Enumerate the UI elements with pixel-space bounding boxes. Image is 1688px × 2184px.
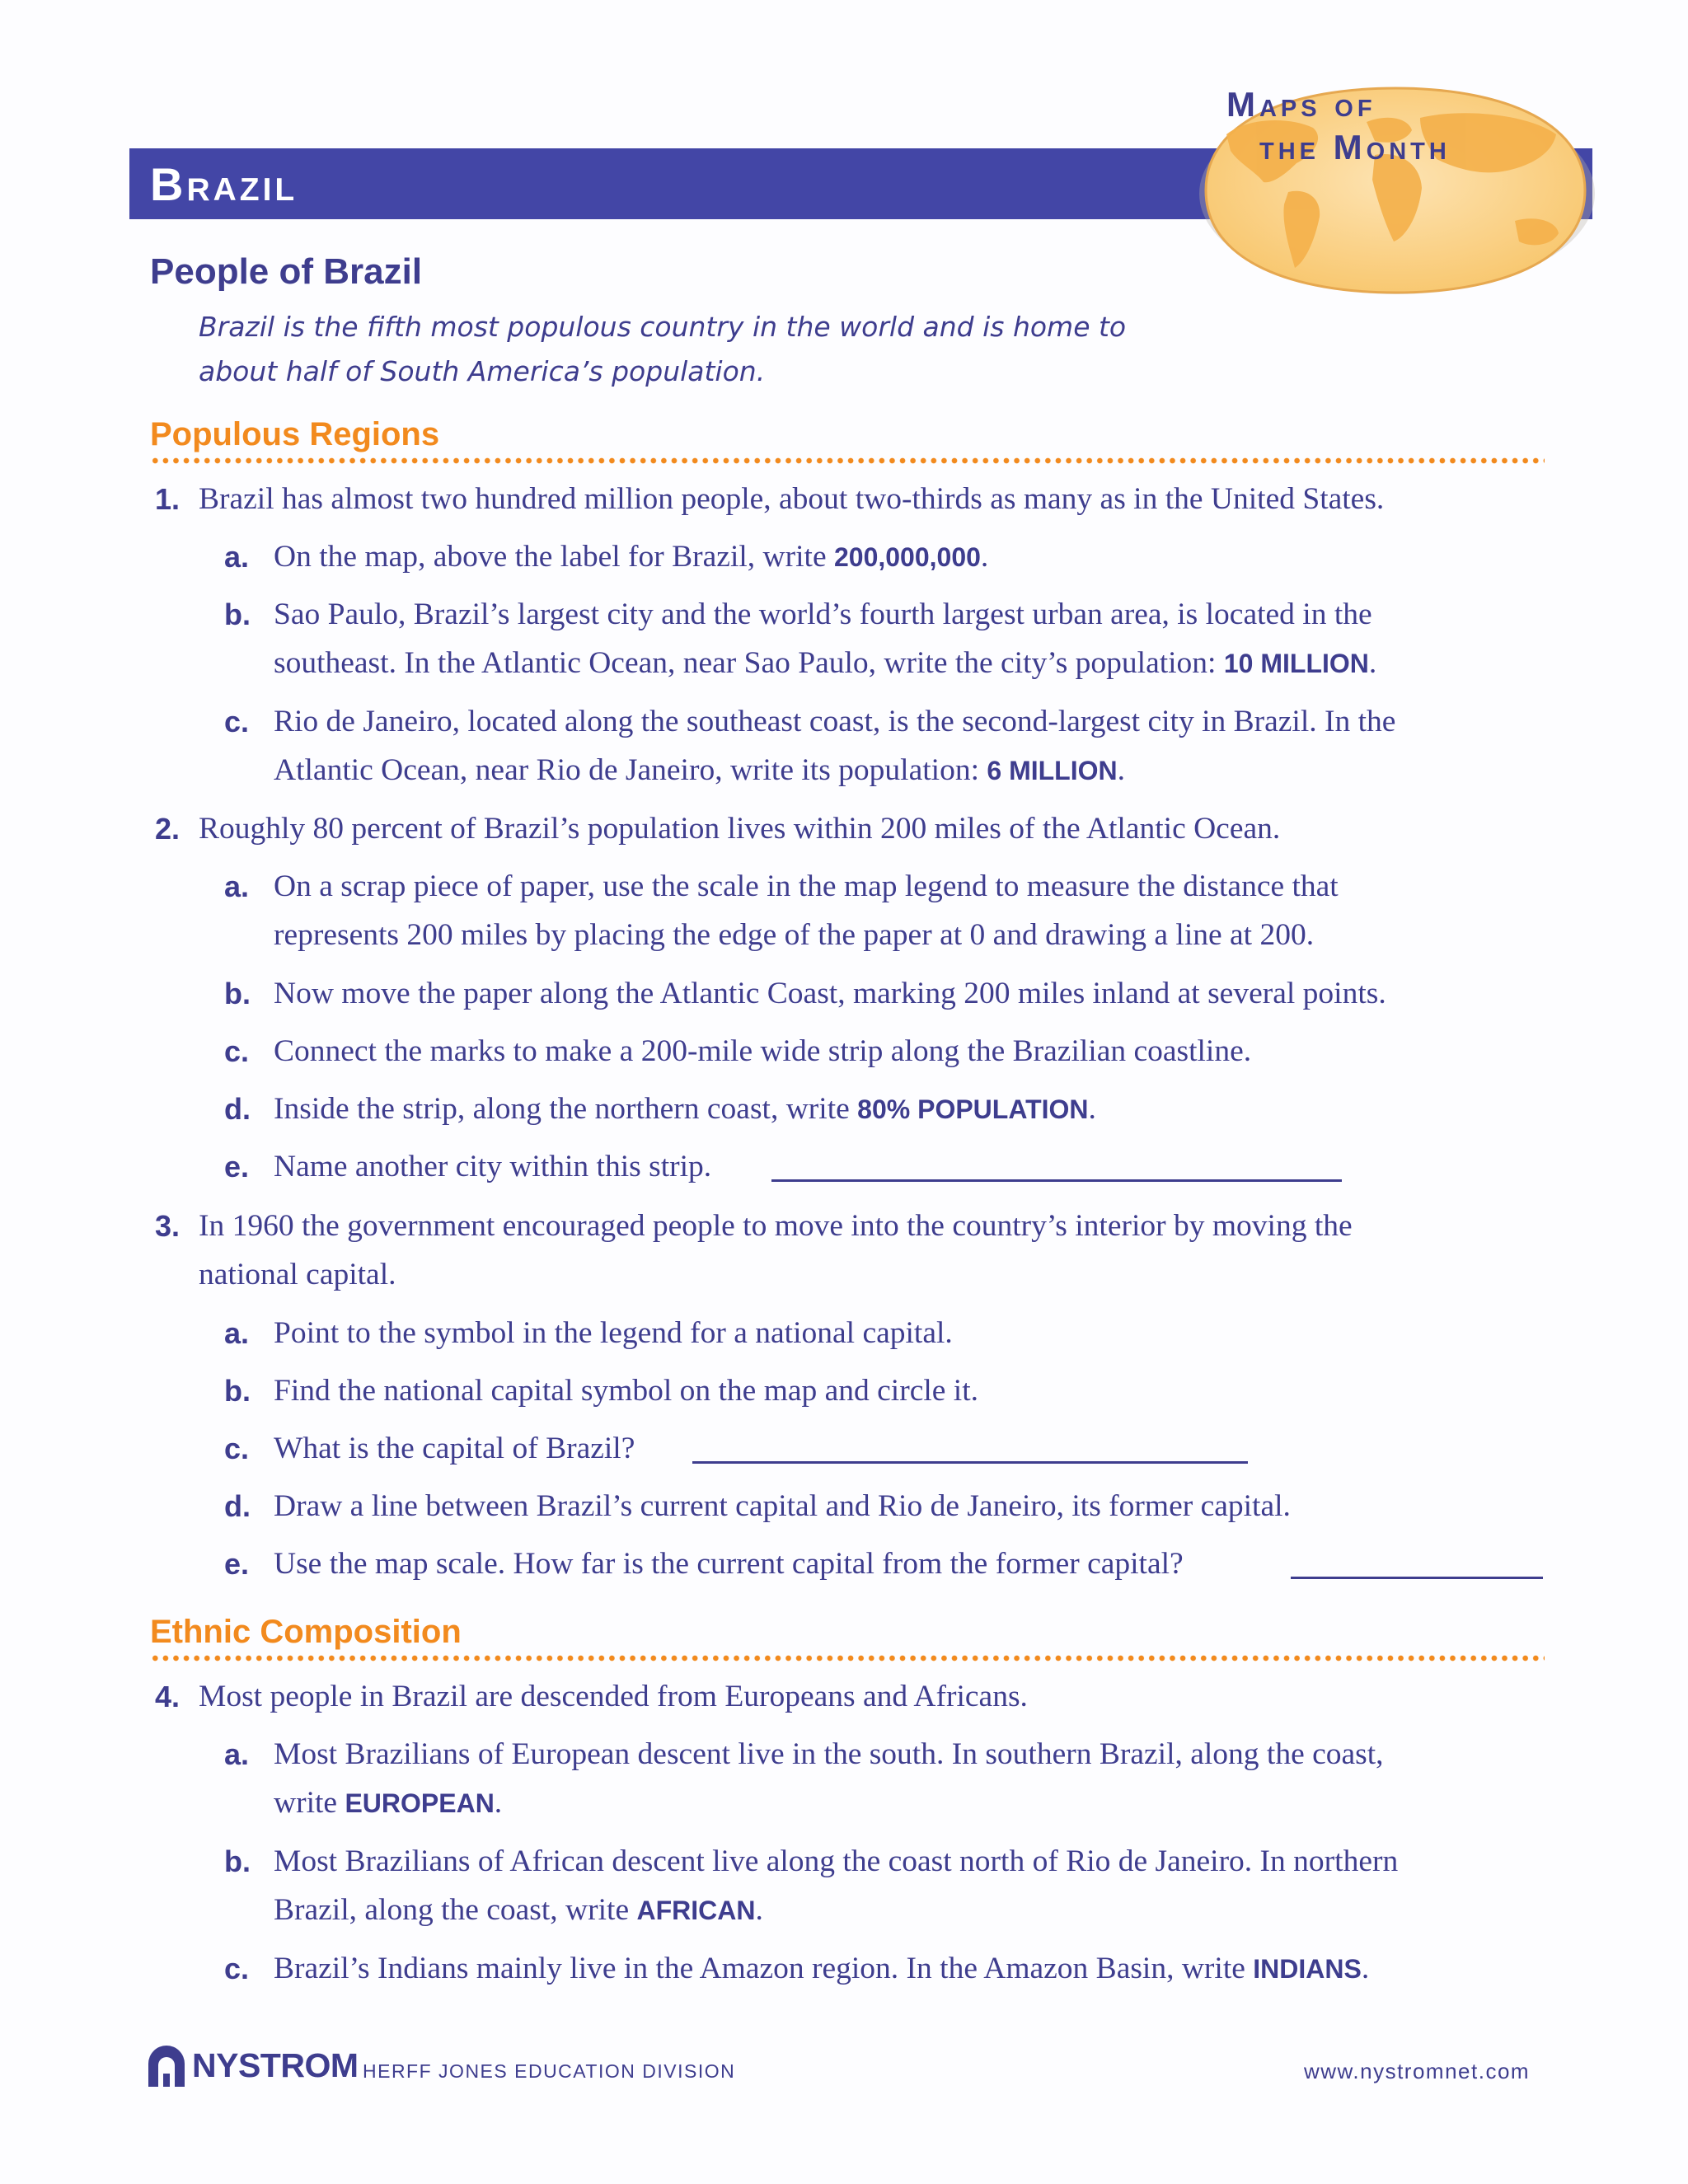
item-text: Connect the marks to make a 200-mile wide strip along the Brazilian coastline. (274, 1034, 1252, 1068)
question-text: In 1960 the government encouraged people to move into the country’s interior by moving the (199, 1209, 1353, 1243)
item-letter: d. (224, 1489, 251, 1523)
question-number: 3. (155, 1209, 181, 1243)
item-text: On a scrap piece of paper, use the scale in the map legend to measure the distance that (274, 869, 1339, 903)
answer-text: 10 MILLION (1223, 649, 1369, 678)
item-letter: d. (224, 1092, 251, 1126)
answer-text: 200,000,000 (833, 542, 981, 572)
question-number: 4. (155, 1680, 181, 1713)
footer-brand: NYSTROM (192, 2046, 359, 2084)
item-text: Now move the paper along the Atlantic Coast, marking 200 miles inland at several points. (274, 977, 1386, 1010)
item-text: Use the map scale. How far is the current capital from the former capital? (274, 1547, 1184, 1581)
section-intro (199, 305, 1188, 394)
item-text: Most Brazilians of European descent live in the south. In southern Brazil, along the coast, (274, 1737, 1384, 1771)
question-text: Most people in Brazil are descended from Europeans and Africans. (199, 1680, 1028, 1713)
intro-line-1: Brazil is the fifth most populous country in the world and is home to (199, 311, 1127, 343)
answer-blank[interactable] (1291, 1577, 1543, 1579)
item-text: Point to the symbol in the legend for a national capital. (274, 1316, 953, 1350)
dotted-divider (150, 1655, 1545, 1661)
item-text: Brazil’s Indians mainly live in the Amazon region. In the Amazon Basin, write INDIANS. (274, 1952, 1370, 1985)
item-text: Atlantic Ocean, near Rio de Janeiro, write its population: 6 MILLION. (274, 753, 1125, 787)
dotted-divider (150, 457, 1545, 464)
item-text: What is the capital of Brazil? (274, 1432, 635, 1465)
question-number: 2. (155, 812, 181, 846)
footer-url[interactable]: www.nystromnet.com (1304, 2059, 1531, 2083)
item-text: Brazil, along the coast, write AFRICAN. (274, 1893, 763, 1927)
item-text: Sao Paulo, Brazil’s largest city and the world’s fourth largest urban area, is located in the (274, 598, 1372, 631)
answer-text: EUROPEAN (345, 1788, 495, 1818)
item-letter: c. (224, 1432, 250, 1465)
intro-line-2: about half of South America’s population. (199, 355, 766, 387)
item-letter: a. (224, 869, 250, 903)
answer-blank[interactable] (692, 1461, 1248, 1464)
populous-regions-heading: Populous Regions (150, 416, 440, 452)
item-letter: b. (224, 598, 251, 631)
item-text: write EUROPEAN. (274, 1786, 503, 1820)
footer-division: HERFF JONES EDUCATION DIVISION (363, 2060, 736, 2082)
item-letter: c. (224, 1952, 250, 1985)
answer-text: 6 MILLION (987, 756, 1118, 785)
logo-line-2: the Month (1259, 128, 1451, 166)
item-letter: e. (224, 1150, 250, 1183)
answer-text: INDIANS (1253, 1954, 1362, 1984)
item-letter: a. (224, 1316, 250, 1350)
item-text: On the map, above the label for Brazil, write 200,000,000. (274, 540, 989, 574)
logo-line-1: Maps of (1226, 85, 1376, 124)
item-letter: c. (224, 705, 250, 738)
item-text: Draw a line between Brazil’s current capital and Rio de Janeiro, its former capital. (274, 1489, 1291, 1523)
item-text: southeast. In the Atlantic Ocean, near Sao Paulo, write the city’s population: 10 MILLION. (274, 646, 1377, 680)
item-letter: a. (224, 540, 250, 574)
item-text: Most Brazilians of African descent live along the coast north of Rio de Janeiro. In northern (274, 1844, 1399, 1878)
item-letter: a. (224, 1737, 250, 1771)
item-text: Name another city within this strip. (274, 1150, 712, 1183)
item-letter: b. (224, 977, 251, 1010)
item-text: represents 200 miles by placing the edge of the paper at 0 and drawing a line at 200. (274, 918, 1315, 952)
item-text: Inside the strip, along the northern coast, write 80% POPULATION. (274, 1092, 1096, 1126)
item-letter: b. (224, 1844, 251, 1878)
question-text: Roughly 80 percent of Brazil’s population lives within 200 miles of the Atlantic Ocean. (199, 812, 1281, 846)
question-number: 1. (155, 482, 181, 516)
item-text: Rio de Janeiro, located along the southeast coast, is the second-largest city in Brazil. In the (274, 705, 1396, 738)
maps-of-the-month-logo (1189, 85, 1601, 299)
section-title: People of Brazil (150, 251, 423, 292)
nystrom-logo-icon (145, 2044, 188, 2093)
item-letter: e. (224, 1547, 250, 1581)
ethnic-composition-heading: Ethnic Composition (150, 1614, 462, 1650)
item-letter: b. (224, 1374, 251, 1408)
answer-blank[interactable] (771, 1179, 1342, 1182)
question-text: national capital. (199, 1258, 396, 1291)
question-text: Brazil has almost two hundred million people, about two-thirds as many as in the United States. (199, 482, 1385, 516)
answer-text: AFRICAN (636, 1896, 756, 1925)
item-text: Find the national capital symbol on the map and circle it. (274, 1374, 978, 1408)
page-title: Brazil (150, 158, 298, 210)
item-letter: c. (224, 1034, 250, 1068)
answer-text: 80% POPULATION (857, 1094, 1089, 1124)
